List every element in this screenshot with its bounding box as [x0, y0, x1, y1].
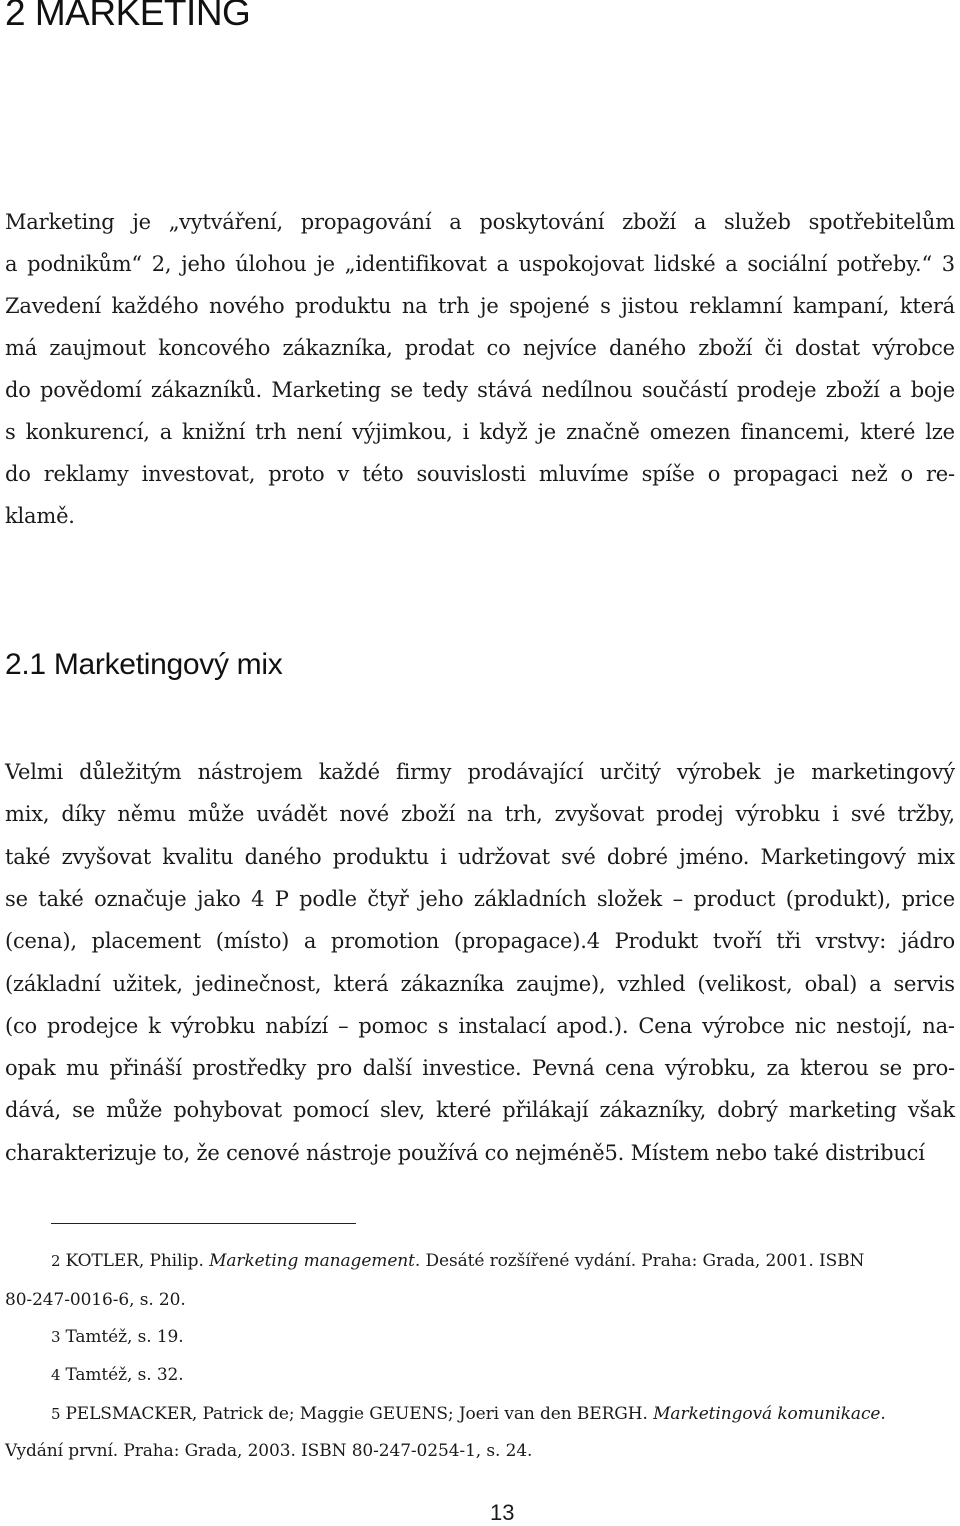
paragraph-line: do povědomí zákazníků. Marketing se tedy stává nedílnou součástí prodeje zboží a boje — [5, 378, 955, 402]
paragraph-line: charakterizuje to, že cenové nástroje používá co nejméně5. Místem nebo také distribucí — [5, 1140, 925, 1165]
page-number: 13 — [490, 1500, 515, 1525]
footnote-text: Tamtéž, s. 19. — [65, 1327, 184, 1347]
paragraph-line: Marketing je „vytváření, propagování a poskytování zboží a služeb spotřebitelům — [5, 210, 955, 234]
footnote-number: 2 — [51, 1252, 61, 1270]
footnote-text: . Desáté rozšířené vydání. Praha: Grada, 2001. ISBN — [414, 1251, 865, 1271]
footnote-text: 80-247-0016-6, s. 20. — [5, 1290, 186, 1310]
footnote-3 — [51, 1327, 184, 1347]
paragraph-line: má zaujmout koncového zákazníka, prodat co nejvíce daného zboží či dostat výrobce — [5, 336, 955, 360]
paragraph-line: opak mu přináší prostředky pro další investice. Pevná cena výrobku, za kterou se pro- — [5, 1056, 955, 1081]
paragraph-line: Zavedení každého nového produktu na trh je spojené s jistou reklamní kampaní, která — [5, 294, 955, 318]
paragraph-line: (základní užitek, jedinečnost, která zákazníka zaujme), vzhled (velikost, obal) a servis — [5, 971, 955, 996]
paragraph-line: (cena), placement (místo) a promotion (propagace).4 Produkt tvoří tři vrstvy: jádro — [5, 929, 955, 954]
paragraph-line: a podnikům“ 2, jeho úlohou je „identifikovat a uspokojovat lidské a sociální potřeby.“ 3 — [5, 252, 955, 276]
footnote-title: Marketing management — [209, 1251, 415, 1271]
footnote-text: Vydání první. Praha: Grada, 2003. ISBN 80-247-0254-1, s. 24. — [5, 1441, 533, 1461]
section-title: 2.1 Marketingový mix — [5, 648, 283, 681]
paragraph-line: Velmi důležitým nástrojem každé firmy prodávající určitý výrobek je marketingový — [5, 760, 955, 784]
footnote-number: 4 — [51, 1366, 61, 1384]
paragraph-line: klamě. — [5, 504, 75, 528]
footnote-4 — [51, 1365, 184, 1385]
footnote-title: Marketingová komunikace — [653, 1404, 881, 1424]
footnote-text: Tamtéž, s. 32. — [65, 1365, 184, 1385]
paragraph-line: (co prodejce k výrobku nabízí – pomoc s instalací apod.). Cena výrobce nic nestojí, na- — [5, 1013, 955, 1038]
footnote-text: PELSMACKER, Patrick de; Maggie GEUENS; Joeri van den BERGH. — [65, 1404, 654, 1424]
chapter-title: 2 MARKETING — [5, 0, 251, 33]
paragraph-line: do reklamy investovat, proto v této souvislosti mluvíme spíše o propagaci než o re- — [5, 462, 955, 486]
footnote-number: 5 — [51, 1405, 61, 1423]
footnote-text: . — [880, 1404, 886, 1424]
paragraph-line: dává, se může pohybovat pomocí slev, které přilákají zákazníky, dobrý marketing však — [5, 1098, 955, 1123]
footnote-number: 3 — [51, 1328, 61, 1346]
footnote-text: KOTLER, Philip. — [65, 1251, 210, 1271]
footnote-2 — [51, 1251, 864, 1271]
paragraph-line: také zvyšovat kvalitu daného produktu i udržovat své dobré jméno. Marketingový mix — [5, 844, 955, 869]
footnote-2-continued — [5, 1290, 186, 1310]
footnote-5-continued — [5, 1441, 532, 1461]
footnote-separator — [51, 1223, 356, 1224]
footnote-5 — [51, 1404, 886, 1424]
paragraph-line: se také označuje jako 4 P podle čtyř jeho základních složek – product (produkt), price — [5, 886, 955, 911]
paragraph-line: mix, díky němu může uvádět nové zboží na trh, zvyšovat prodej výrobku i své tržby, — [5, 802, 955, 827]
paragraph-line: s konkurencí, a knižní trh není výjimkou, i když je značně omezen financemi, které lze — [5, 420, 955, 444]
